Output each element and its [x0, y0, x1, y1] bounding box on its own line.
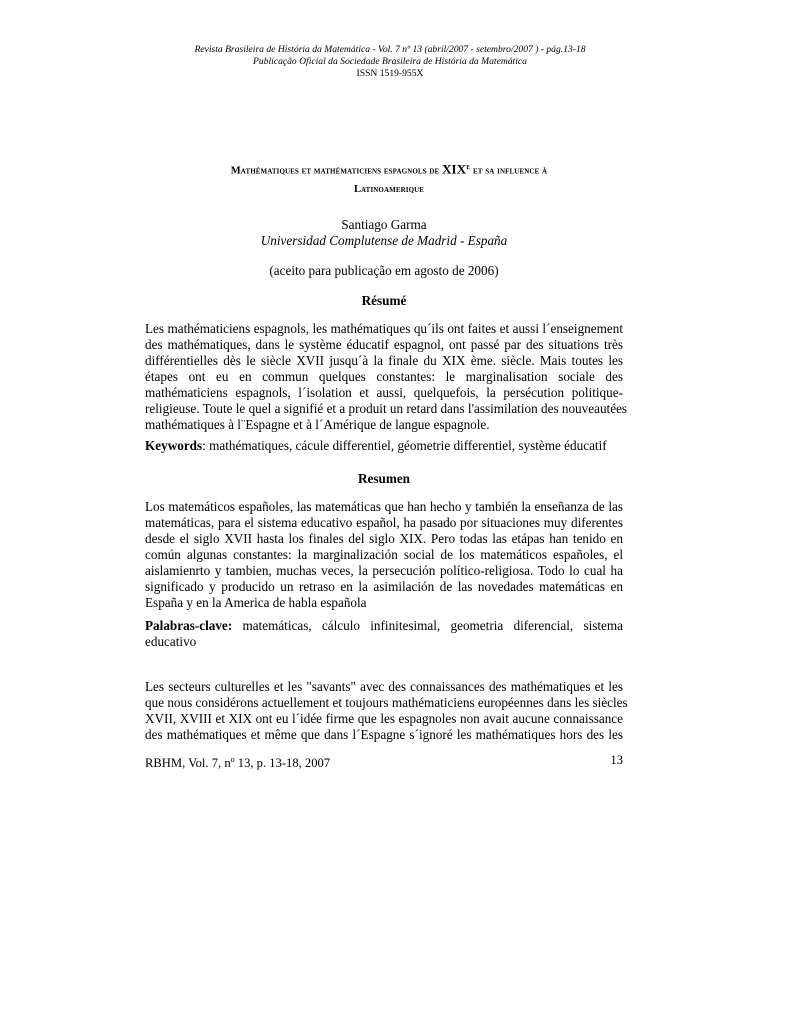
footer-citation [145, 752, 330, 771]
journal-publisher: Publicação Oficial da Sociedade Brasileira de História da Matemática [253, 56, 527, 67]
palabras-line2: educativo [145, 634, 197, 649]
acceptance-note: (aceito para publicação em agosto de 2006) [269, 263, 499, 278]
keywords [145, 438, 623, 454]
title-line2: Latinoamerique [353, 183, 425, 195]
resumen-line: España y en la America de habla española [145, 595, 367, 610]
palabras-text: matemáticas, cálculo infinitesimal, geometria diferencial, sistema [232, 618, 623, 633]
resumen-line: aislamienrto y tambien, muchas veces, la persecución político-religiosa. Todo lo cual ha [145, 563, 623, 578]
resume-heading: Résumé [361, 293, 407, 308]
resumen-line: común algunas constantes: la marginalización social de los matemáticos españoles, el [145, 547, 623, 562]
page-number: 13 [610, 753, 623, 767]
journal-issn: ISSN 1519-955X [356, 68, 424, 79]
title-sup: e [466, 161, 471, 171]
intro-line: que nous considérons actuellement et toujours mathématiciens européennes dans les siècles [145, 695, 628, 710]
footer-citation-a: RBHM, Vol. 7, n [145, 756, 231, 771]
footer-citation-sup: o [230, 755, 235, 764]
author-affiliation: Universidad Complutense de Madrid - España [260, 233, 508, 248]
resume-line: Les mathématiciens espagnols, les mathématiques qu´ils ont faites et aussi l´enseignement [145, 321, 623, 336]
resumen-line: desde el siglo XVII hasta los finales del siglo XIX. Pero todas las etápas han tenido en [145, 531, 623, 546]
intro-line: XVII, XVIII et XIX ont eu l´idée firme que les espagnoles non avait aucune connaissance [145, 711, 623, 726]
keywords-text: : mathématiques, cácule differentiel, géometrie differentiel, système éducatif [202, 438, 607, 453]
resume-line: différentielles dès le siècle XVII jusqu´à la finale du XIX ème. siècle. Mais toutes les [145, 353, 623, 368]
keywords-label: Keywords [145, 438, 203, 453]
palabras-clave [145, 618, 623, 650]
resumen-heading: Resumen [357, 471, 411, 486]
footer-citation-b: 13, p. 13-18, 2007 [234, 756, 331, 771]
journal-header [140, 44, 640, 80]
author-name: Santiago Garma [341, 217, 427, 232]
resume-paragraph [145, 321, 628, 433]
intro-line: des mathématiques et même que dans l´Espagne s´ignoré les mathématiques hors des les [145, 727, 623, 742]
resumen-line: significado y producido un retraso en la asimilación de las novedades matemáticas en [145, 579, 623, 594]
resume-line: religieuse. Toute le quel a signifié et a produit un retard dans l'assimilation des nouveautées [145, 401, 628, 416]
palabras-label: Palabras-clave: [145, 618, 233, 633]
resume-line: mathématiques à l¨Espagne et à l´Amérique de langue espagnole. [145, 417, 490, 432]
resume-line: des mathématiques, dans le système éducatif espagnol, ont passé par des situations très [145, 337, 623, 352]
resume-line: mathématiciens espagnols, l´isolation et aussi, quelquefois, la persécution politique- [145, 385, 623, 400]
resume-line: étapes ont eu en commun quelques constantes: le marginalisation sociale des [145, 369, 623, 384]
resumen-line: Los matemáticos españoles, las matemáticas que han hecho y también la enseñanza de las [145, 499, 623, 514]
resumen-paragraph [145, 499, 623, 611]
title-xix: XIX [442, 161, 467, 177]
title-part1: Mathématiques et mathématiciens espagnols de [230, 165, 443, 177]
intro-paragraph [145, 679, 628, 743]
journal-citation: Revista Brasileira de História da Matemática - Vol. 7 nº 13 (abril/2007 - setembro/2007 ) - pág.13-18 [194, 44, 586, 55]
title-part2: et sa influence à [470, 165, 548, 177]
resumen-line: matemáticas, para el sistema educativo español, ha pasado por situaciones muy diferentes [145, 515, 623, 530]
intro-line: Les secteurs culturelles et les "savants" avec des connaissances des mathématiques et les [145, 679, 623, 694]
paper-title [150, 157, 628, 199]
